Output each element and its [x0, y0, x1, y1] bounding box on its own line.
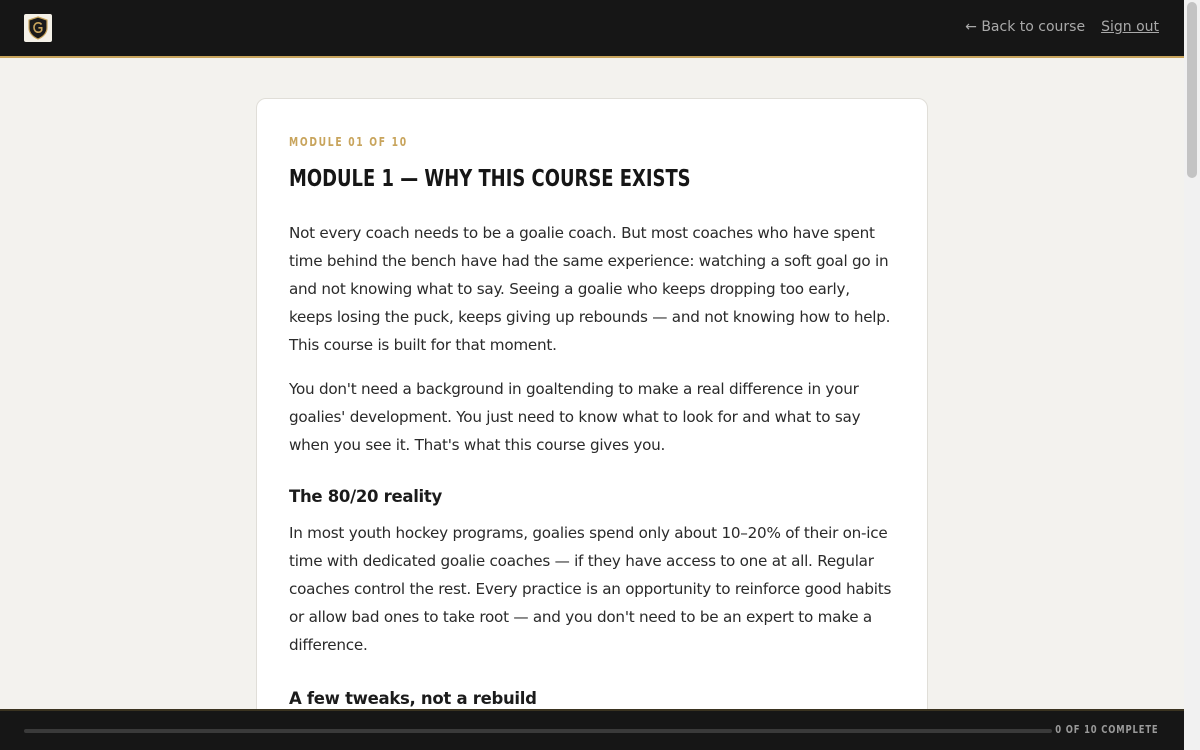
goalie-shield-icon: [27, 16, 49, 40]
section-heading-80-20: The 80/20 reality: [289, 487, 442, 506]
page-scrollbar[interactable]: [1184, 0, 1200, 750]
intro-paragraph-2: You don't need a background in goaltending to make a real difference in your goalies' development. You just need to know what to look for and what to say when you see it. That's what this course gives you.: [289, 380, 861, 454]
section-paragraph-80-20: In most youth hockey programs, goalies spend only about 10–20% of their on-ice time with dedicated goalie coaches — if they have access to one at all. Regular coaches control the rest. Every practice is an opportunity to reinforce good habits or allow bad ones to take root — and you don't need to be an expert to make a difference.: [289, 524, 892, 654]
module-title: MODULE 1 — WHY THIS COURSE EXISTS: [289, 166, 691, 192]
module-eyebrow: MODULE 01 OF 10: [289, 135, 408, 149]
back-to-course-link[interactable]: ← Back to course: [965, 19, 1086, 35]
progress-label: 0 OF 10 COMPLETE: [1055, 723, 1159, 736]
progress-track: [24, 729, 1052, 733]
module-card: [256, 98, 928, 750]
progress-bar-footer: [0, 709, 1184, 750]
logo[interactable]: [24, 14, 52, 42]
top-bar: [0, 0, 1184, 58]
header-nav: [965, 19, 1159, 35]
scrollbar-thumb[interactable]: [1187, 2, 1197, 178]
section-heading-tweaks: A few tweaks, not a rebuild: [289, 689, 537, 708]
sign-out-link[interactable]: Sign out: [1101, 19, 1159, 35]
intro-paragraph-1: Not every coach needs to be a goalie coach. But most coaches who have spent time behind the bench have had the same experience: watching a soft goal go in and not knowing what to say. Seeing a goalie who keeps dropping too early, keeps losing the puck, keeps giving up rebounds — and not knowing how to help. This course is built for that moment.: [289, 224, 891, 354]
